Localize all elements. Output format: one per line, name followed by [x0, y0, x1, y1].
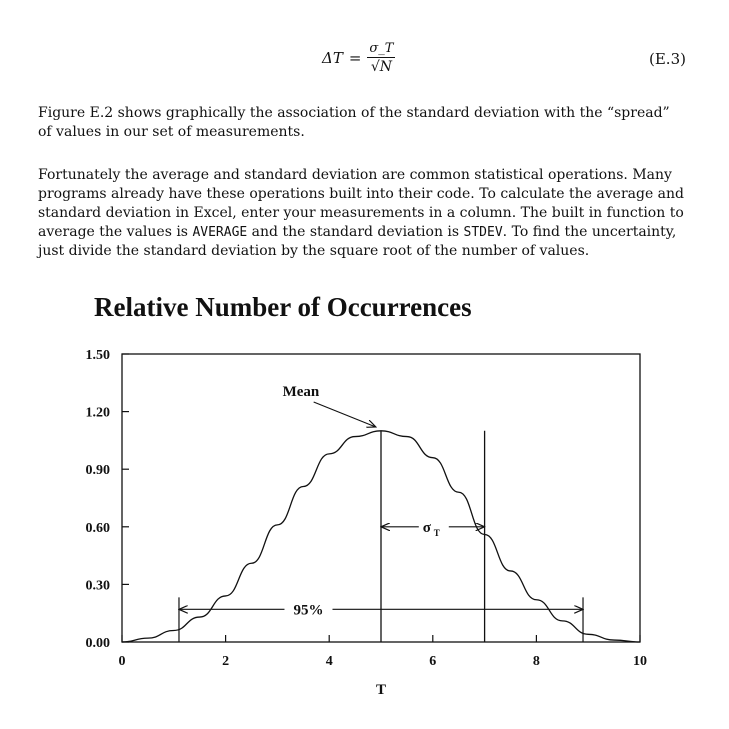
distribution-chart: [0, 330, 729, 710]
y-tick-label: 0.90: [85, 463, 110, 479]
sigma-symbol: σ: [422, 519, 431, 536]
interval-label: 95%: [293, 602, 324, 619]
paragraph-figure-reference: [38, 104, 698, 142]
x-axis-label: T: [375, 682, 387, 698]
equation-denominator: √N: [370, 59, 393, 75]
paragraph-line: average the values is: [38, 224, 193, 240]
equation-number: (E.3): [649, 50, 686, 68]
equation-equals: =: [348, 49, 362, 67]
paragraph-line: programs already have these operations built into their code. To calculate the average and: [38, 186, 685, 202]
paragraph-line: of values in our set of measurements.: [38, 124, 305, 140]
mean-pointer-arrow: [314, 402, 376, 427]
x-tick-label: 8: [532, 654, 540, 669]
x-tick-label: 6: [429, 654, 437, 669]
x-tick-label: 4: [325, 654, 333, 669]
y-tick-label: 1.50: [85, 348, 110, 363]
y-tick-label: 0.00: [85, 636, 110, 651]
x-tick-label: 0: [118, 654, 126, 669]
x-tick-label: 2: [222, 654, 230, 669]
y-tick-label: 0.30: [85, 578, 110, 594]
paragraph-line: and the standard deviation is: [247, 224, 464, 240]
equation-lhs: ΔT: [322, 49, 343, 67]
paragraph-line: just divide the standard deviation by the square root of the number of values.: [38, 243, 590, 259]
y-tick-label: 1.20: [85, 405, 110, 421]
paragraph-line: Figure E.2 shows graphically the association of the standard deviation with the “spread”: [38, 105, 670, 121]
sigma-subscript: T: [433, 527, 440, 538]
x-tick-label: 10: [633, 654, 647, 669]
equation-numerator: σ_T: [369, 41, 394, 56]
paragraph-line: . To find the uncertainty,: [502, 224, 677, 240]
paragraph-statistics: [38, 166, 698, 261]
paragraph-line: Fortunately the average and standard deviation are common statistical operations. Many: [38, 167, 672, 183]
chart-title: Relative Number of Occurrences: [94, 292, 472, 322]
equation-body: [322, 42, 395, 74]
code-stdev: STDEV: [463, 225, 503, 240]
code-average: AVERAGE: [192, 225, 248, 240]
equation-e3: [0, 38, 729, 78]
mean-label: Mean: [282, 384, 320, 401]
equation-fraction: [367, 42, 395, 74]
paragraph-line: standard deviation in Excel, enter your measurements in a column. The built in function to: [38, 205, 684, 221]
y-tick-label: 0.60: [85, 520, 110, 536]
